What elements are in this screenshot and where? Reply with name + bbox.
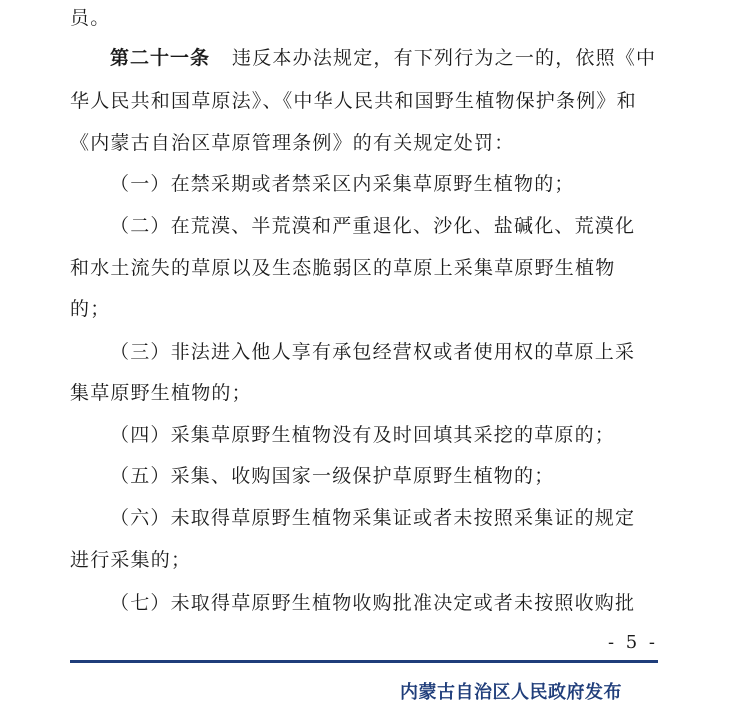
clause-1: （一）在禁采期或者禁采区内采集草原野生植物的； bbox=[110, 173, 575, 195]
article-21-text: 违反本办法规定，有下列行为之一的，依照《中 bbox=[232, 47, 657, 69]
text-line-1: 员。 bbox=[70, 7, 111, 29]
text-line-3: 华人民共和国草原法》、《中华人民共和国野生植物保护条例》和 bbox=[70, 90, 637, 112]
clause-2-continued: 和水土流失的草原以及生态脆弱区的草原上采集草原野生植物 bbox=[70, 257, 616, 279]
clause-7: （七）未取得草原野生植物收购批准决定或者未按照收购批 bbox=[110, 592, 636, 614]
clause-6-continued: 进行采集的； bbox=[70, 549, 192, 571]
footer-divider bbox=[70, 660, 658, 663]
text-line-4: 《内蒙古自治区草原管理条例》的有关规定处罚： bbox=[70, 132, 515, 154]
clause-6: （六）未取得草原野生植物采集证或者未按照采集证的规定 bbox=[110, 507, 636, 529]
clause-3-continued: 集草原野生植物的； bbox=[70, 382, 252, 404]
clause-3: （三）非法进入他人享有承包经营权或者使用权的草原上采 bbox=[110, 341, 636, 363]
clause-5: （五）采集、收购国家一级保护草原野生植物的； bbox=[110, 465, 555, 487]
publisher-label: 内蒙古自治区人民政府发布 bbox=[400, 682, 622, 703]
article-21-first-line bbox=[110, 46, 662, 70]
clause-2: （二）在荒漠、半荒漠和严重退化、沙化、盐碱化、荒漠化 bbox=[110, 215, 636, 237]
clause-4: （四）采集草原野生植物没有及时回填其采挖的草原的； bbox=[110, 424, 616, 446]
article-heading: 第二十一条 bbox=[110, 47, 211, 69]
clause-2-end: 的； bbox=[70, 298, 111, 320]
page-number: - 5 - bbox=[607, 632, 658, 653]
